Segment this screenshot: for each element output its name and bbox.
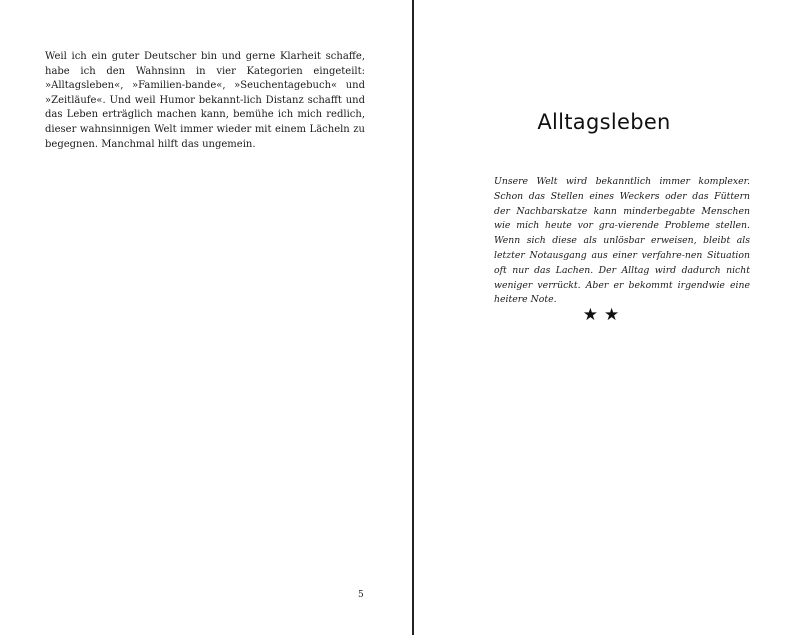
chapter-intro: Unsere Welt wird bekanntlich immer komplexer. Schon das Stellen eines Weckers oder das Füttern der Nachbarskatze kann minderbegabte Menschen wie mich heute vor gra-vierende Probleme stellen. Wenn sich diese als unlösbar erweisen, bleibt als letzter Notausgang aus einer verfahre-nen Situation oft nur das Lachen. Der Alltag wird dadurch nicht weniger verrückt. Aber er bekommt irgendwie eine heitere Note. [494, 176, 750, 306]
right-page [414, 0, 794, 635]
page-number: 5 [358, 590, 364, 600]
body-paragraph: Weil ich ein guter Deutscher bin und gerne Klarheit schaffe, habe ich den Wahnsinn in vier Kategorien eingeteilt: »Alltagsleben«, »Familien-bande«, »Seuchentagebuch« und »Zeitläufe«. Und weil Humor bekannt-lich Distanz schafft und das Leben erträglich machen kann, bemühe ich mich redlich, dieser wahnsinnigen Welt immer wieder mit einem Lächeln zu begegnen. Manchmal hilft das ungemein. [45, 51, 365, 150]
chapter-title: Alltagsleben [537, 110, 671, 134]
star-ornament-icon: ★★ [582, 305, 626, 325]
